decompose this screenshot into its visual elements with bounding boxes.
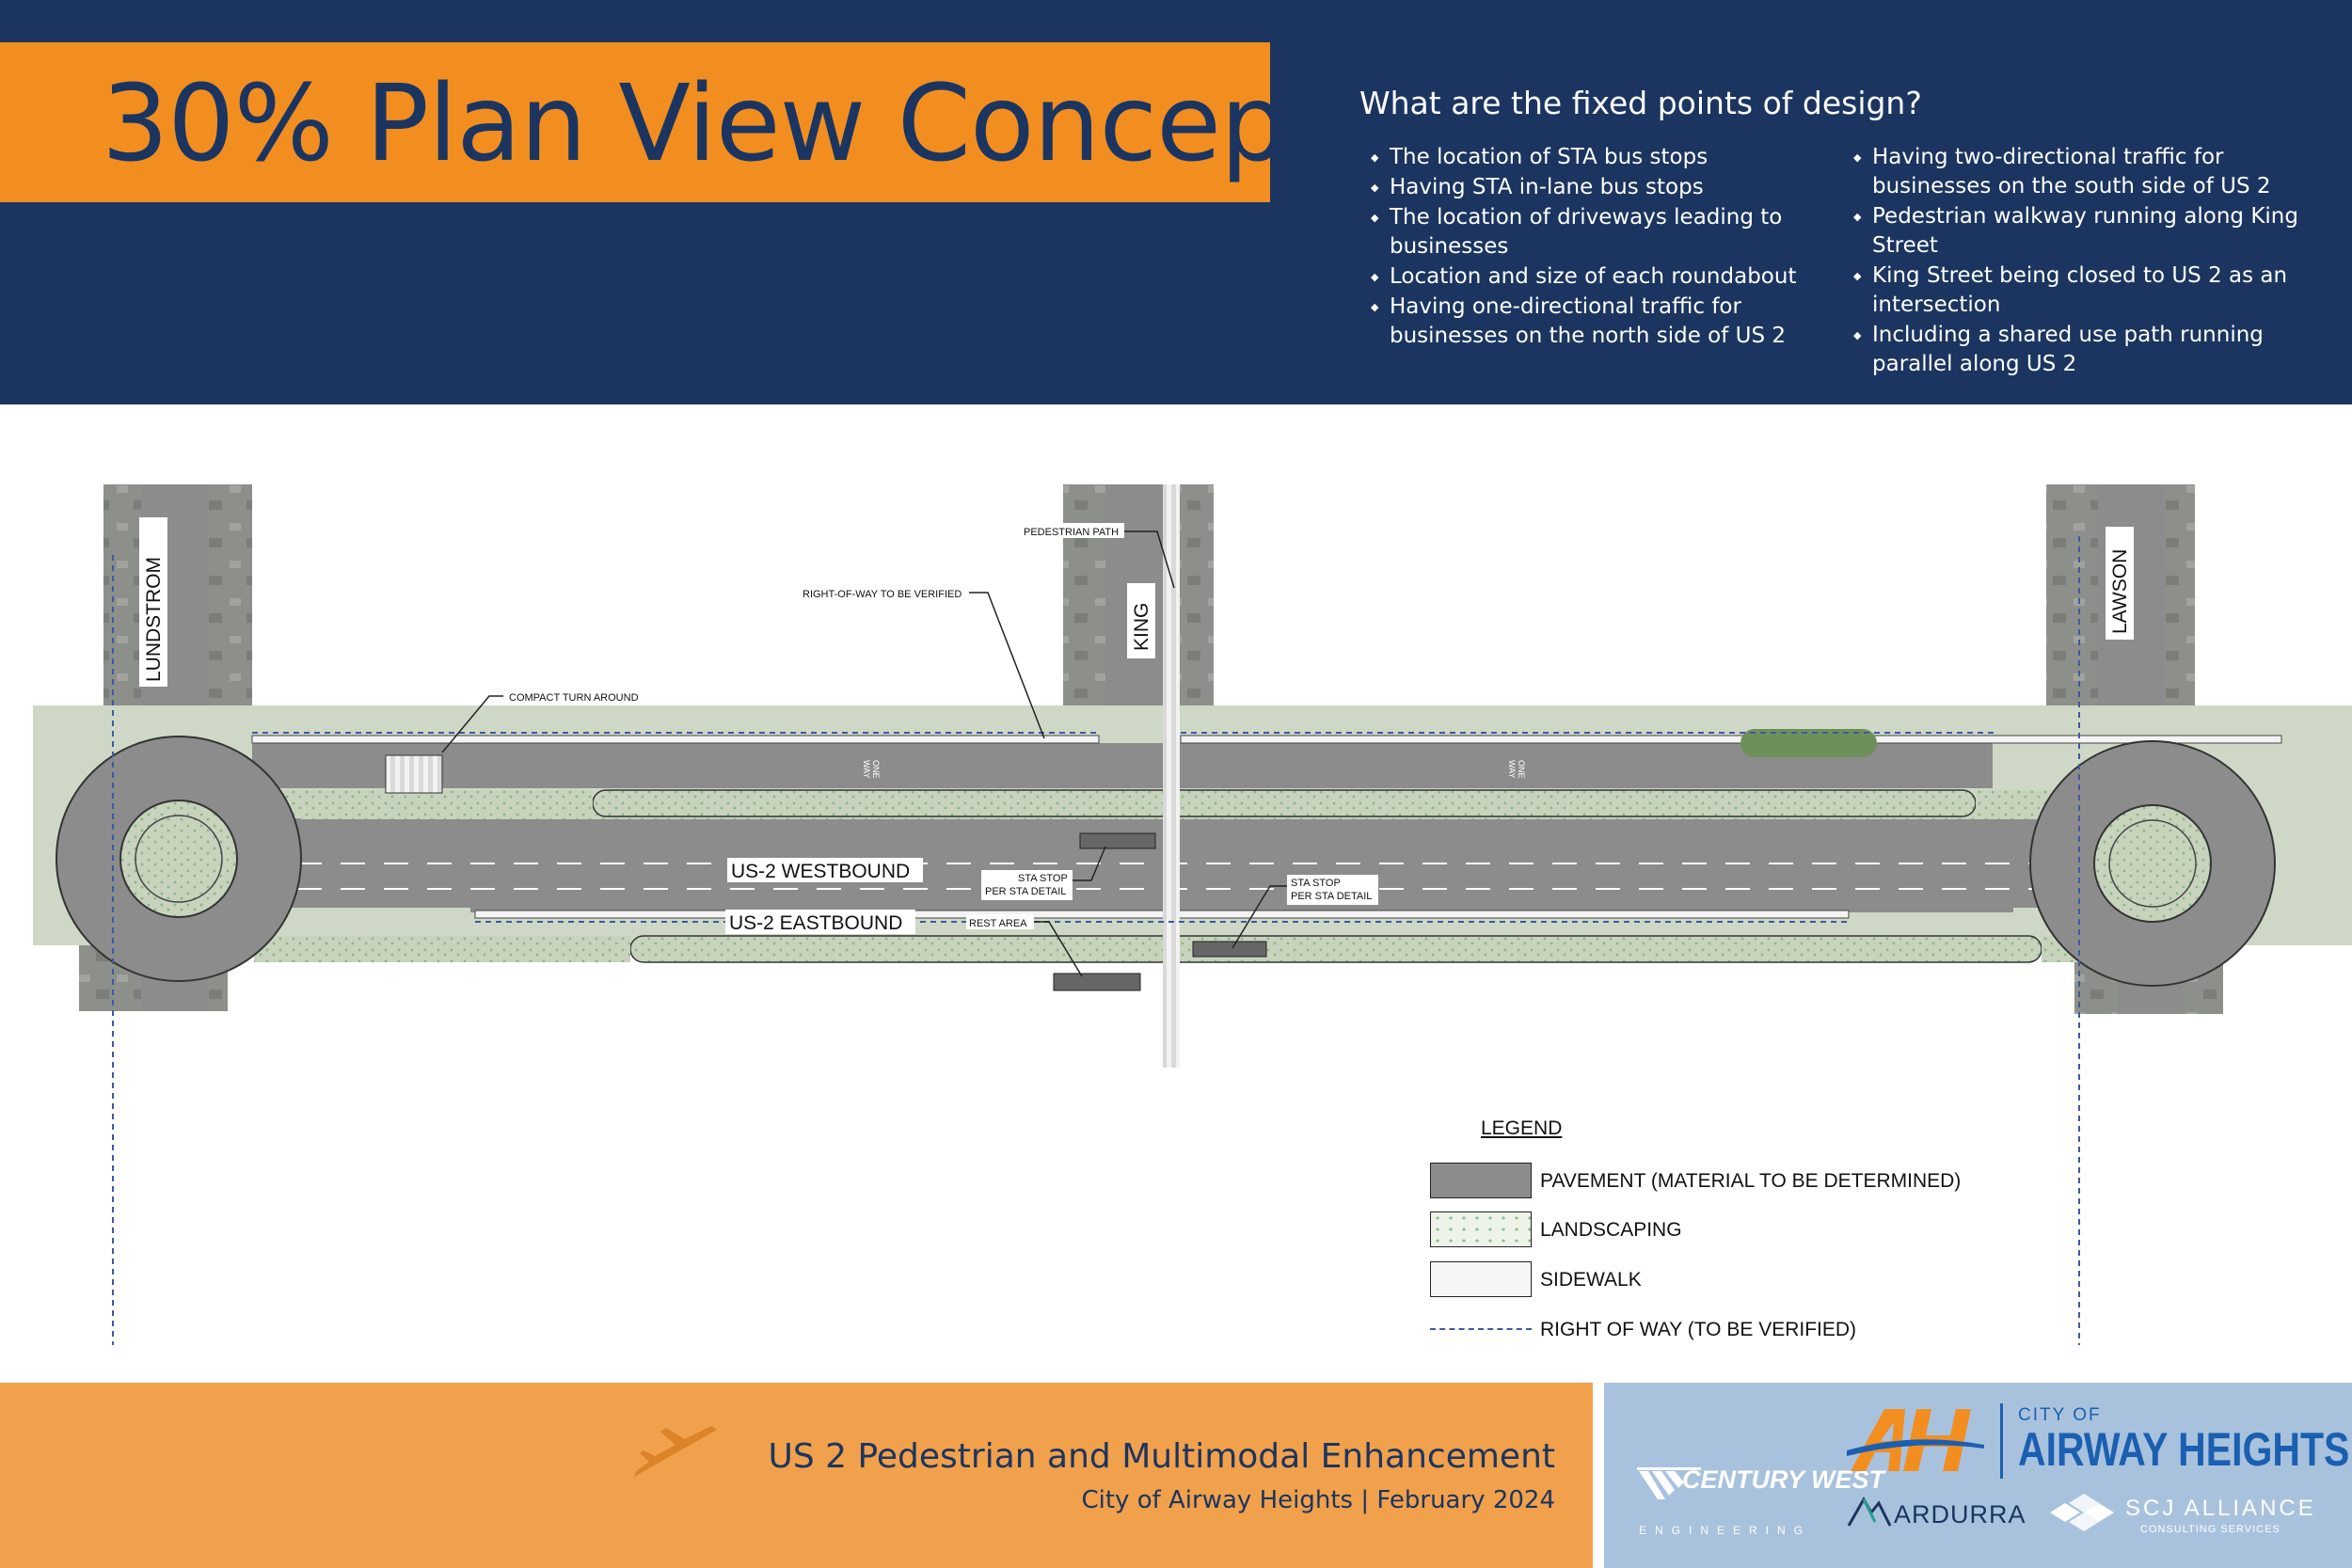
west-north-landscape — [254, 790, 593, 816]
street-label-king — [1127, 583, 1155, 658]
list-item: ◆ The location of STA bus stops — [1367, 143, 1847, 172]
street-label-lundstrom — [139, 517, 167, 687]
legend-label: SIDEWALK — [1540, 1269, 1642, 1291]
title-bar — [0, 42, 1327, 202]
compact-turnaround — [386, 755, 442, 793]
svg-text:STA STOP: STA STOP — [1291, 878, 1341, 889]
street-name-lundstrom: LUNDSTROM — [143, 556, 165, 682]
ardurra-name: ARDURRA — [1894, 1500, 2026, 1528]
roundabout-east — [2030, 741, 2275, 986]
north-island — [593, 790, 1976, 816]
north-sidewalk-east — [1181, 736, 2281, 743]
legend-item-landscaping — [1430, 1212, 2089, 1247]
page-title: 30% Plan View Concept — [102, 63, 1327, 185]
svg-text:PER STA DETAIL: PER STA DETAIL — [1291, 891, 1373, 902]
south-sidewalk — [475, 911, 1849, 918]
list-item: ◆ King Street being closed to US 2 as an intersection — [1850, 261, 2320, 320]
westbound-text: US-2 WESTBOUND — [731, 861, 911, 882]
project-subtitle: City of Airway Heights | February 2024 — [1081, 1486, 1555, 1514]
list-item: ◆ Having one-directional traffic for businesses on the north side of US 2 — [1367, 293, 1847, 351]
callout-right-of-way — [800, 585, 969, 600]
ah-monogram-icon — [1847, 1403, 1988, 1479]
project-title: US 2 Pedestrian and Multimodal Enhancement — [768, 1437, 1555, 1476]
svg-text:ONE: ONE — [1517, 760, 1526, 779]
century-west-sub: ENGINEERING — [1639, 1524, 1812, 1537]
legend-item-right-of-way — [1430, 1311, 2089, 1347]
legend-label: LANDSCAPING — [1540, 1219, 1682, 1241]
west-south-landscape — [254, 936, 630, 962]
callout-sta-stop-west — [981, 870, 1073, 900]
eastbound-text: US-2 EASTBOUND — [729, 912, 903, 934]
footer-logos-panel — [1604, 1383, 2352, 1568]
rest-area — [1054, 974, 1140, 990]
north-frontage-road — [252, 743, 1993, 788]
callout-sta-stop-east — [1287, 875, 1378, 905]
callout-pedestrian-path — [1021, 523, 1124, 538]
svg-text:WAY: WAY — [862, 760, 871, 779]
road-label-eastbound — [725, 910, 915, 934]
street-label-lawson — [2106, 527, 2134, 640]
list-item: ◆ The location of driveways leading to businesses — [1367, 203, 1847, 261]
list-item: ◆ Location and size of each roundabout — [1367, 262, 1847, 292]
svg-text:PER STA DETAIL: PER STA DETAIL — [985, 886, 1067, 897]
sta-stop-eastbound — [1193, 942, 1266, 957]
fixed-points-list-right — [1850, 143, 2320, 380]
century-west-name: CENTURY WEST — [1682, 1465, 1885, 1494]
legend-label: RIGHT OF WAY (TO BE VERIFIED) — [1540, 1319, 1857, 1340]
fixed-points-list-left — [1367, 143, 1847, 352]
footer-project-panel — [0, 1383, 1593, 1568]
south-island — [630, 936, 2042, 962]
street-name-lawson: LAWSON — [2109, 548, 2131, 634]
legend-label: PAVEMENT (MATERIAL TO BE DETERMINED) — [1540, 1170, 1962, 1192]
north-sidewalk-west — [252, 736, 1099, 743]
svg-text:COMPACT TURN AROUND: COMPACT TURN AROUND — [509, 692, 639, 704]
list-item: ◆ Including a shared use path running parallel along US 2 — [1850, 321, 2320, 379]
city-of-text: CITY OF — [2018, 1405, 2102, 1425]
right-of-way-swatch — [1430, 1328, 1532, 1330]
scj-mark-icon — [2046, 1494, 2122, 1531]
svg-text:ONE: ONE — [871, 760, 881, 779]
airplane-icon — [628, 1420, 723, 1486]
airway-heights-logo — [2018, 1405, 2352, 1476]
pedestrian-path — [1163, 484, 1180, 1068]
list-item: ◆ Pedestrian walkway running along King Street — [1850, 202, 2320, 261]
legend-item-pavement — [1430, 1163, 2089, 1198]
callout-compact-turn — [506, 689, 645, 704]
svg-text:REST AREA: REST AREA — [969, 918, 1027, 929]
legend-item-sidewalk — [1430, 1261, 2089, 1297]
svg-text:RIGHT-OF-WAY TO BE VERIFIED: RIGHT-OF-WAY TO BE VERIFIED — [803, 589, 962, 600]
scj-name: SCJ ALLIANCE — [2125, 1496, 2316, 1521]
street-name-king: KING — [1131, 602, 1152, 651]
scj-sub: CONSULTING SERVICES — [2140, 1524, 2280, 1535]
one-way-marking-2 — [1507, 760, 1526, 779]
header-banner — [0, 0, 2352, 404]
svg-text:WAY: WAY — [1507, 760, 1517, 779]
legend-title: LEGEND — [1481, 1117, 1563, 1139]
fixed-points-heading: What are the fixed points of design? — [1359, 85, 1922, 121]
callout-rest-area — [966, 914, 1034, 929]
list-item: ◆ Having two-directional traffic for businesses on the south side of US 2 — [1850, 143, 2320, 201]
airway-heights-text: AIRWAY HEIGHTS — [2018, 1423, 2350, 1476]
one-way-marking-1 — [862, 760, 881, 779]
legend — [1430, 1117, 2107, 1343]
road-label-westbound — [727, 858, 923, 882]
pavement-swatch — [1430, 1163, 1532, 1198]
sta-stop-westbound — [1080, 833, 1155, 848]
roundabout-west — [56, 736, 301, 981]
ah-monogram-logo — [1847, 1403, 1988, 1479]
sidewalk-swatch — [1430, 1261, 1532, 1297]
landscaping-swatch — [1430, 1212, 1532, 1247]
list-item: ◆ Having STA in-lane bus stops — [1367, 173, 1847, 202]
ardurra-mark-icon — [1847, 1494, 1892, 1531]
svg-text:PEDESTRIAN PATH: PEDESTRIAN PATH — [1024, 527, 1120, 538]
svg-text:STA STOP: STA STOP — [1018, 873, 1068, 884]
logo-divider — [2000, 1403, 2003, 1479]
